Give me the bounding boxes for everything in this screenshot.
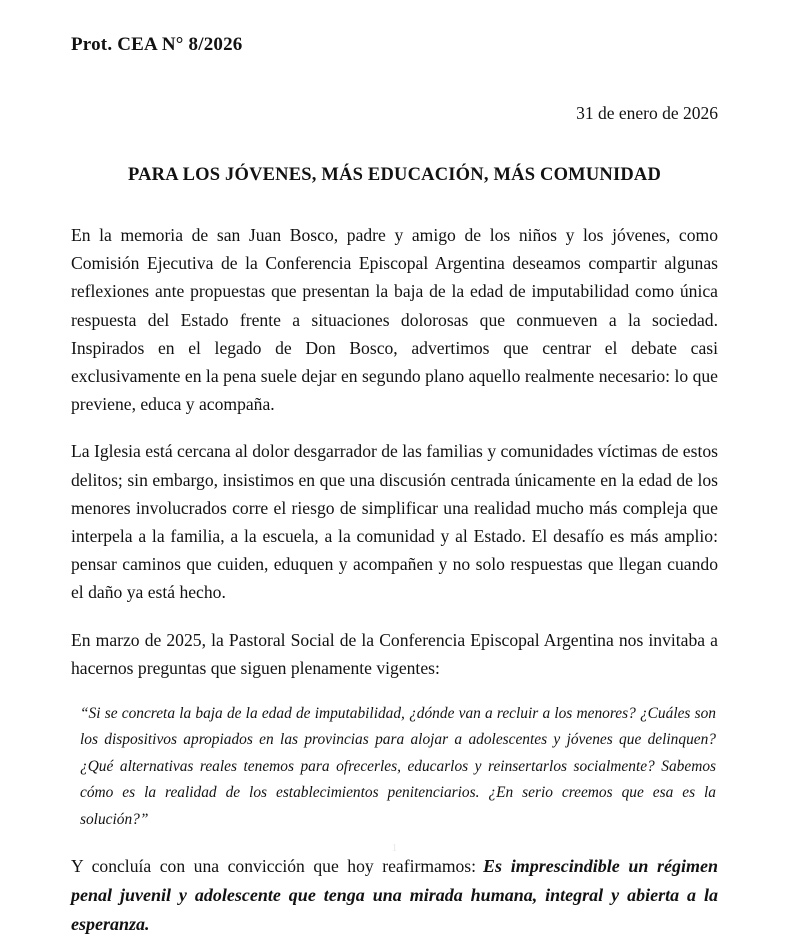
paragraph-2: La Iglesia está cercana al dolor desgarrador de las familias y comunidades víctimas de estos delitos; sin embargo, insistimos en que una discusión centrada únicamente en la edad de los menores involucrados corre el riesgo de simplificar una realidad mucho más compleja que interpela a la familia, a la escuela, a la comunidad y al Estado. El desafío es más amplio: pensar caminos que cuiden, eduquen y acompañen y no solo respuestas que llegan cuando el daño ya está hecho. [71, 441, 718, 603]
closing-paragraph [71, 852, 718, 938]
page-number: 1 [391, 842, 398, 854]
document-body [71, 187, 718, 938]
page-title: PARA LOS JÓVENES, MÁS EDUCACIÓN, MÁS COMUNIDAD [127, 164, 662, 185]
pastoral-social-quote: “Si se concreta la baja de la edad de imputabilidad, ¿dónde van a recluir a los menores? ¿Cuáles son los dispositivos apropiados en las provincias para alojar a adolescentes y jóvenes que delinquen? ¿Qué alternativas reales tenemos para ofrecerles, educarlos y reinsertarlos socialmente? Sabemos cómo es la realidad de los establecimientos penitenciarios. ¿En serio creemos que esa es la solución?” [80, 704, 716, 828]
protocol-number: Prot. CEA N° 8/2026 [71, 34, 243, 55]
paragraph-3: En marzo de 2025, la Pastoral Social de la Conferencia Episcopal Argentina nos invitaba a hacernos preguntas que siguen plenamente vigentes: [71, 629, 718, 678]
closing-emphasis-text: Es imprescindible un régimen penal juvenil y adolescente que tenga una mirada humana, integral y abierta a la esperanza. [71, 856, 719, 934]
closing-lead-text: Y concluía con una convicción que hoy reafirmamos: [71, 856, 477, 877]
document-date: 31 de enero de 2026 [576, 102, 718, 123]
paragraph-1: En la memoria de san Juan Bosco, padre y amigo de los niños y los jóvenes, como Comisión Ejecutiva de la Conferencia Episcopal Argentina deseamos compartir algunas reflexiones ante propuestas que presentan la baja de la edad de imputabilidad como única respuesta del Estado frente a situaciones dolorosas que conmueven a la sociedad. Inspirados en el legado de Don Bosco, advertimos que centrar el debate casi exclusivamente en la pena suele dejar en segundo plano aquello realmente necesario: lo que previene, educa y acompaña. [71, 224, 718, 415]
